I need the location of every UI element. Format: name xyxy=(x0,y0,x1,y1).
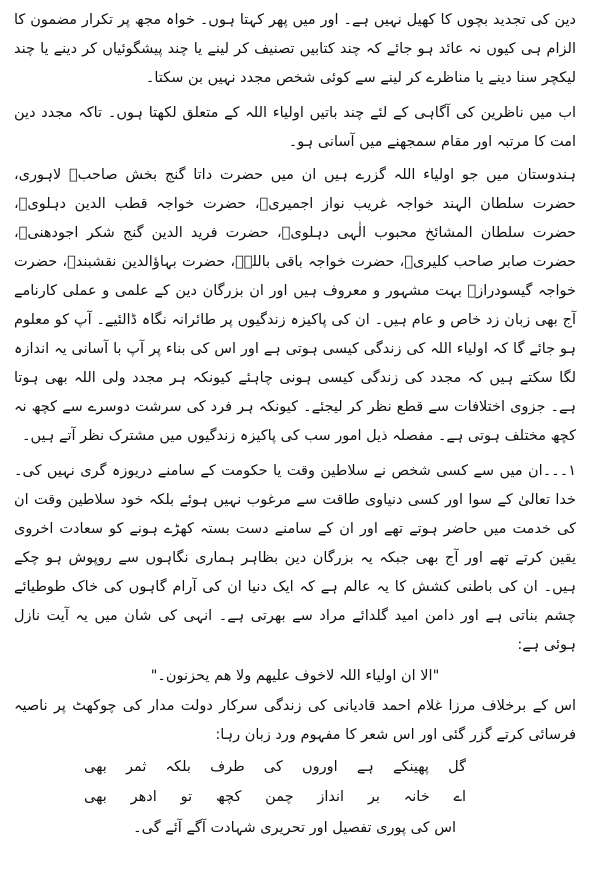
couplet-line-1: گل پھینکے ہے اوروں کی طرف بلکہ ثمر بھی xyxy=(84,759,466,775)
paragraph-about-saints: اب میں ناظرین کی آگاہی کے لئے چند باتیں اولیاء اللہ کے متعلق لکھتا ہوں۔ تاکہ مجدد دین امت کا مرتبہ اور مقام سمجھنے میں آسانی ہو۔ xyxy=(14,105,576,150)
paragraph-point-one: ۱۔۔۔ان میں سے کسی شخص نے سلاطین وقت یا حکومت کے سامنے دریوزہ گری نہیں کی۔ خدا تعالیٰ کے سوا اور کسی دنیاوی طاقت سے مرغوب نہیں ہوئے بلکہ خود سلاطین وقت ان کی خدمت میں حاضر ہوتے تھے اور ان کے سامنے دست بستہ کھڑے ہونے کو سعادت اخروی یقین کرتے تھے اور آج بھی جبکہ یہ بزرگان دین بظاہر ہماری نگاہوں سے روپوش ہو چکے ہیں۔ ان کی باطنی کشش کا یہ عالم ہے کہ ایک دنیا ان کی آرام گاہوں کی خاک طوطیائے چشم بناتی ہے اور دامن امید گلدائے مراد سے بھرتی ہے۔ انہی کی شان میں یہ آیت نازل ہوئی ہے: xyxy=(14,463,576,653)
paragraph-renewal-of-religion: دین کی تجدید بچوں کا کھیل نہیں ہے۔ اور میں پھر کہتا ہوں۔ خواہ مجھ پر تکرار مضمون کا الزام ہی کیوں نہ عائد ہو جائے کہ چند کتابیں تصنیف کر لینے یا چند پیشگوئیاں کر دینے یا چند لیکچر سنا دینے یا مناظرے کر لینے سے کوئی شخص مجدد نہیں بن سکتا۔ xyxy=(14,12,576,86)
couplet-line-2: اے خانہ بر انداز چمن کچھ تو ادھر بھی xyxy=(84,789,466,805)
paragraph-saints-of-india: ہندوستان میں جو اولیاء اللہ گزرے ہیں ان میں حضرت داتا گنج بخش صاحبؒ لاہوری، حضرت سلطان الہند خواجہ غریب نواز اجمیریؒ، حضرت خواجہ قطب الدین دہلویؒ، حضرت سلطان المشائخ محبوب الٰہی دہلویؒ، حضرت فرید الدین گنج شکر اجودھنیؒ، حضرت صابر صاحب کلیریؒ، حضرت خواجہ باقی باللہؒ، حضرت بہاؤالدین نقشبندؒ، حضرت خواجہ گیسودرازؒ بہت مشہور و معروف ہیں اور ان بزرگان دین کے علمی و عملی کارنامے آج بھی زبان زد خاص و عام ہیں۔ ان کی پاکیزہ زندگیوں پر طائرانہ نگاہ ڈالئیے۔ آپ کو معلوم ہو جائے گا کہ اولیاء اللہ کی زندگی کیسی ہوتی ہے اور اس کی بناء پر آپ با آسانی یہ اندازہ لگا سکتے ہیں کہ مجدد کی زندگی کیسی ہونی چاہئے کیونکہ ہر مجدد ولی اللہ بھی ہوتا ہے۔ جزوی اختلافات سے قطع نظر کر لیجئے۔ کیونکہ ہر فرد کی سرشت دوسرے سے کچھ نہ کچھ مختلف ہوتی ہے۔ مفصلہ ذیل امور سب کی پاکیزہ زندگیوں میں مشترک نظر آتے ہیں۔ xyxy=(14,167,576,444)
paragraph-closing: اس کی پوری تفصیل اور تحریری شہادت آگے آئے گی۔ xyxy=(133,820,456,836)
quran-verse: "الا ان اولیاء اللہ لاخوف علیھم ولا ھم یحزنون۔" xyxy=(150,668,440,684)
poetry-couplet xyxy=(14,752,576,812)
paragraph-contrast: اس کے برخلاف مرزا غلام احمد قادیانی کی زندگی سرکار دولت مدار کی چوکھٹ پر ناصیہ فرسائی کرتے گزر گئی اور اس شعر کا مفہوم ورد زبان رہا: xyxy=(14,698,576,743)
